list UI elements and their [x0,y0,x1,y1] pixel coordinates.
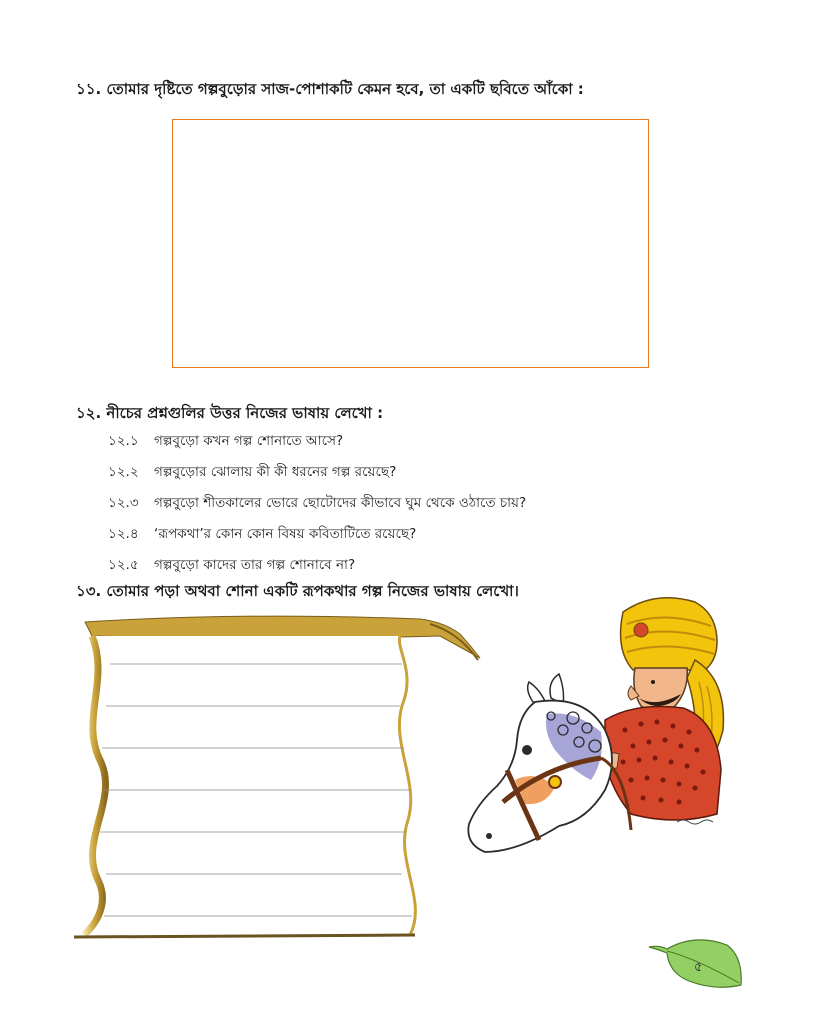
sub-question-number: ১২.৫ [108,557,139,573]
horse-head-icon [468,674,631,852]
question-12-heading: ১২. নীচের প্রশ্নগুলির উত্তর নিজের ভাষায় লেখো : [76,404,384,422]
sub-question-text: ‘রূপকথা’র কোন কোন বিষয় কবিতাটিতে রয়েছে? [154,526,417,542]
scroll-bottom-edge-icon [74,935,415,937]
face-icon [628,668,687,711]
red-coat-icon [601,707,721,821]
sub-question-text: গল্পবুড়ো কখন গল্প শোনাতে আসে? [154,433,344,449]
sub-question-number: ১২.২ [108,464,139,480]
sub-question-number: ১২.৪ [108,526,139,542]
sub-question-text: গল্পবুড়ো শীতকালের ভোরে ছোটোদের কীভাবে ঘুম থেকে ওঠাতে চায়? [154,495,527,511]
artist-signature-icon [677,820,713,824]
sub-question-text: গল্পবুড়ো কাদের তার গল্প শোনাবে না? [154,557,356,573]
sub-question-text: গল্পবুড়োর ঝোলায় কী কী ধরনের গল্প রয়েছে? [154,464,397,480]
page-number: ৫ [694,960,703,975]
storyteller-illustration [455,590,755,880]
scroll-paper [84,636,415,935]
sub-question-number: ১২.১ [108,433,139,449]
question-13-heading: ১৩. তোমার পড়া অথবা শোনা একটি রূপকথার গল্প নিজের ভাষায় লেখো। [76,582,519,600]
sub-question-number: ১২.৩ [108,495,139,511]
question-11-heading: ১১. তোমার দৃষ্টিতে গল্পবুড়োর সাজ-পোশাকটি কেমন হবে, তা একটি ছবিতে আঁকো : [76,80,584,98]
